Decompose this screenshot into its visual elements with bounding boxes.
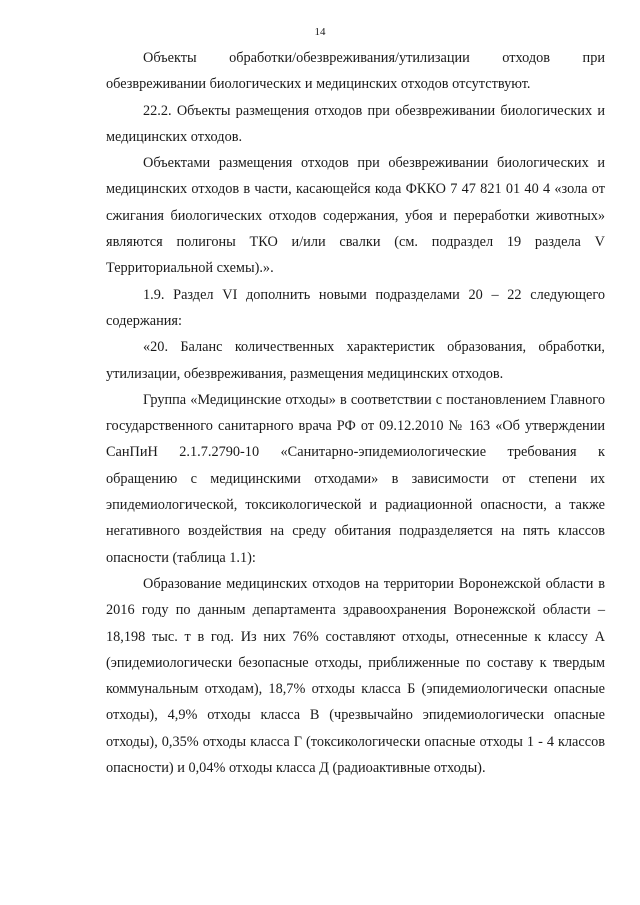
document-body [106, 45, 605, 781]
page-number: 14 [314, 26, 326, 38]
paragraph-medical-waste-group: Группа «Медицинские отходы» в соответствии с постановлением Главного государственного санитарного врача РФ от 09.12.2010 № 163 «Об утверждении СанПиН 2.1.7.2790-10 «Санитарно-эпидемиологические требования к обращению с медицинскими отходами» в зависимости от степени их эпидемиологической, токсикологической и радиационной опасности, а также негативного воздействия на среду обитания подразделяется на пять классов опасности (таблица 1.1): [106, 391, 605, 566]
paragraph-disposal-objects: Объектами размещения отходов при обезвреживании биологических и медицинских отходов в части, касающейся кода ФККО 7 47 821 01 40 4 «зола от сжигания биологических отходов содержания, убоя и переработки животных» являются полигоны ТКО и/или свалки (см. подраздел 19 раздела V Территориальной схемы).». [106, 155, 605, 277]
paragraph-waste-generation-stats: Образование медицинских отходов на территории Воронежской области в 2016 году по данным департамента здравоохранения Воронежской области – 18,198 тыс. т в год. Из них 76% составляют отходы, отнесенные к классу А (эпидемиологически безопасные отходы, приближенные по составу к твердым коммунальным отходам), 18,7% отходы класса Б (эпидемиологически опасные отходы), 4,9% отходы класса В (чрезвычайно эпидемиологически опасные отходы), 0,35% отходы класса Г (токсикологически опасные отходы 1 - 4 классов опасности) и 0,04% отходы класса Д (радиоактивные отходы). [106, 575, 605, 777]
paragraph-no-processing-objects: Объекты обработки/обезвреживания/утилизации отходов при обезвреживании биологических и медицинских отходов отсутствуют. [106, 50, 605, 93]
paragraph-section-vi-amendment: 1.9. Раздел VI дополнить новыми подразделами 20 – 22 следующего содержания: [106, 286, 605, 329]
paragraph-section-20-heading: «20. Баланс количественных характеристик образования, обработки, утилизации, обезвреживания, размещения медицинских отходов. [106, 339, 605, 382]
paragraph-section-22-2-heading: 22.2. Объекты размещения отходов при обезвреживании биологических и медицинских отходов. [106, 102, 605, 145]
